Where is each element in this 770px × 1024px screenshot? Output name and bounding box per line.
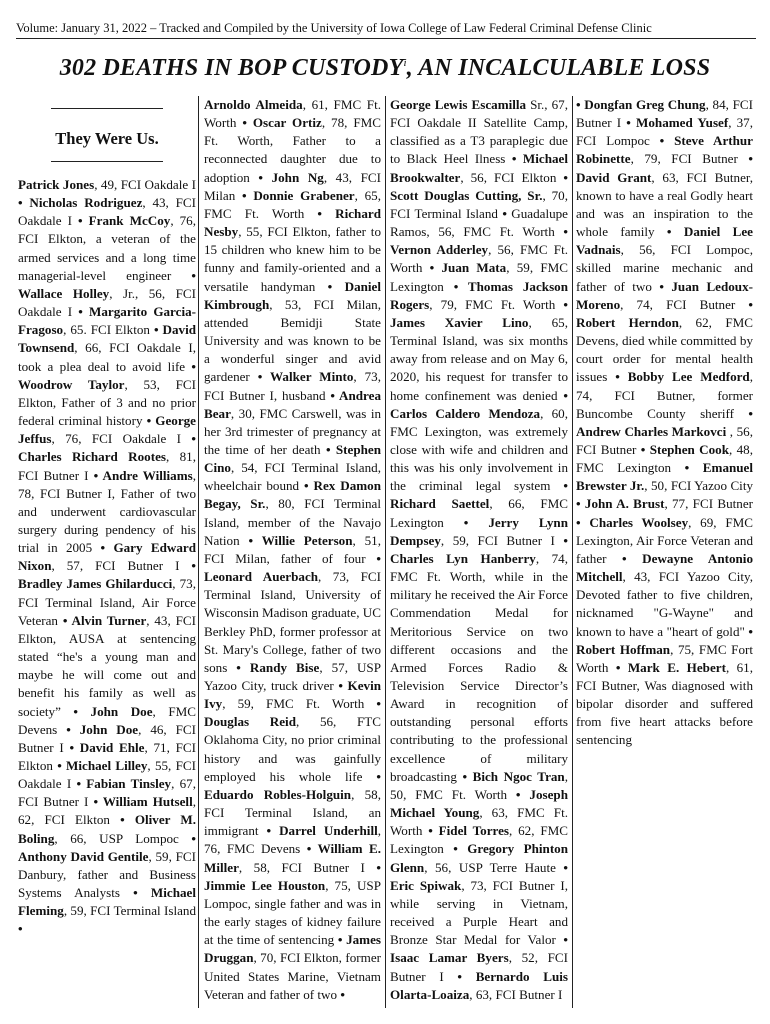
person-name: Daniel Lee Vadnais (576, 224, 753, 258)
person-detail: , 78, FMC Ft. Worth, Father to a reconnected daughter due to adoption (204, 115, 381, 185)
column-text (576, 96, 753, 750)
person-detail: , 57, USP Yazoo City, truck driver (204, 659, 381, 693)
person-entry (390, 406, 568, 494)
person-detail: , 62, FMC Lexington (390, 823, 568, 857)
person-detail: , 50, FCI Yazoo City (644, 478, 753, 494)
person-name: Stephen Cook (649, 441, 729, 457)
person-name: Stephen Cino (204, 441, 381, 476)
person-entry (204, 714, 381, 783)
bullet-separator: • (18, 921, 23, 937)
person-detail: , 30, FMC Carswell, was in her 3rd trimester of pregnancy at the time of her death (204, 405, 381, 457)
bullet-separator: • (497, 205, 512, 221)
bullet-separator: • (576, 514, 590, 530)
bullet-separator: • (636, 441, 650, 457)
person-name: Patrick Jones (18, 177, 95, 192)
person-name: Woodrow Taylor (18, 376, 125, 392)
person-name: Wallace Holley (18, 285, 110, 301)
bullet-separator: • (649, 133, 675, 149)
person-detail: , 59, FCI Danbury, father and Business Systems Analysts (18, 848, 196, 901)
bullet-separator: • (299, 478, 314, 494)
person-detail: , 62, FMC Devens, died while committed by court order for mental health issues (576, 314, 753, 385)
bullet-separator: • (92, 540, 114, 556)
column-4 (576, 96, 753, 1011)
person-detail: , 43, FCI Milan (204, 169, 381, 203)
title-footnote-mark: i (403, 57, 407, 69)
person-name: Dewayne Antonio Mitchell (576, 550, 753, 585)
person-detail: , 81, FCI Butner I (18, 449, 196, 483)
bullet-separator: • (334, 932, 347, 948)
person-name: Willie Peterson (261, 532, 353, 548)
bullet-separator: • (744, 623, 753, 639)
person-name: Charles Woolsey (589, 514, 689, 530)
person-name: John Ng (271, 169, 324, 185)
bullet-separator: • (365, 550, 381, 566)
person-name: Robert Hoffman (576, 641, 671, 657)
person-name: John Doe (79, 721, 139, 737)
bullet-separator: • (621, 115, 637, 131)
bullet-separator: • (181, 431, 196, 447)
bullet-separator: • (606, 550, 643, 566)
heading-rule-bottom (51, 161, 163, 162)
person-detail: , 80, FCI Terminal Island, member of the Navajo Nation (204, 496, 381, 548)
bullet-separator: • (300, 841, 318, 857)
bullet-separator: • (364, 696, 381, 712)
bullet-separator: • (320, 441, 336, 457)
bullet-separator: • (333, 678, 348, 693)
bullet-separator: • (185, 358, 196, 374)
person-detail: , 50, FMC Ft. Worth (390, 768, 568, 802)
person-detail: , 56, FCI Elkton (460, 169, 557, 185)
person-name: James Xavier Lino (390, 314, 529, 330)
person-detail: , 61, FMC Ft. Worth (204, 97, 381, 131)
person-entry (390, 878, 568, 947)
column-divider (572, 96, 573, 1008)
person-name: William Hutsell (102, 794, 193, 810)
person-name: David Ehle (79, 739, 145, 755)
person-detail: , FMC Devens (18, 703, 196, 737)
person-name: Michael Lilley (66, 758, 148, 773)
column-divider (198, 96, 199, 1008)
bullet-separator: • (52, 758, 67, 773)
person-detail: Sr., 67, FCI Oakdale II Satellite Camp, classified as a T3 paraplegic due to Black Heel Ilness (390, 97, 568, 167)
bullet-separator: • (607, 369, 628, 385)
person-detail: , 77, FCI Butner (664, 496, 753, 512)
bullet-separator: • (72, 213, 89, 229)
person-detail: , 57, FCI Butner I (51, 558, 180, 574)
bullet-separator: • (171, 267, 196, 283)
person-name: Anthony David Gentile (18, 848, 149, 864)
person-name: Daniel Kimbrough (204, 278, 381, 312)
person-detail: , 53, FCI Milan, attended Bemidji State University and was known to be a wonderful singer and avid gardener (204, 296, 381, 385)
person-name: Michael Fleming (18, 885, 196, 919)
bullet-separator: • (422, 260, 442, 276)
person-detail: , 70, FCI Elkton, former United States Marine, Vietnam Veteran and father of two (204, 950, 381, 1002)
person-detail: , 76, FCI Oakdale I (51, 431, 182, 447)
person-detail: , 53, FCI Elkton, Father of 3 and no prior federal criminal history (18, 376, 196, 429)
person-name: Charles Richard Rootes (18, 449, 166, 465)
person-detail: , 37, FCI Lompoc (576, 115, 753, 149)
person-name: George Jeffus (18, 413, 196, 447)
person-name: Darrel Underhill (279, 823, 378, 839)
bullet-separator: • (576, 496, 585, 512)
person-name: Douglas Reid (204, 714, 296, 730)
person-name: Eric Spiwak (390, 877, 462, 893)
column-text (390, 96, 568, 1004)
bullet-separator: • (555, 932, 568, 948)
person-name: William E. Miller (204, 841, 381, 875)
person-detail: , 73, FCI Terminal Island, University of Wisconsin Madison graduate, UC Berkley PhD, former professor at St. Mary's College, father of two sons (204, 569, 381, 675)
bullet-separator: • (60, 703, 91, 719)
person-detail: , 43, FCI Oakdale I (18, 195, 196, 229)
person-name: Rex Damon Begay, Sr. (204, 478, 381, 512)
bullet-separator: • (737, 151, 753, 167)
person-name: Fabian Tinsley (86, 776, 172, 792)
person-detail: , 74, FCI Butner, former Buncombe County sheriff (576, 369, 753, 421)
person-name: Richard Saettel (390, 496, 490, 512)
section-heading-block (18, 108, 196, 162)
bullet-separator: • (57, 721, 80, 737)
bullet-separator: • (249, 369, 271, 385)
bullet-separator: • (443, 968, 476, 984)
bullet-separator: • (304, 205, 336, 221)
person-detail: , 56, FTC Oklahoma City, no prior criminal history and was gainfully employed his whole life (204, 714, 381, 784)
person-detail: , 52, FCI Butner I (390, 950, 568, 984)
person-name: Walker Minto (270, 369, 354, 385)
person-entry (390, 315, 568, 403)
person-detail: , 73, FCI Butner I, husband (204, 369, 381, 403)
column-1 (18, 96, 196, 1011)
person-detail: , 58, FCI Butner I (238, 859, 365, 875)
page-title (0, 55, 770, 82)
heading-rule-top (51, 108, 163, 109)
bullet-separator: • (325, 387, 340, 403)
bullet-separator: • (734, 405, 753, 421)
person-detail: , 67, FCI Butner I (18, 776, 196, 810)
person-detail: , 54, FCI Terminal Island, wheelchair bound (204, 460, 381, 494)
person-detail: , 55, FCI Oakdale I (18, 758, 196, 792)
person-name: Oliver M. Boling (18, 812, 196, 846)
person-name: Juan Mata (441, 260, 507, 276)
person-name: Robert Herndon (576, 314, 679, 330)
person-name: Juan Ledoux-Moreno (576, 278, 753, 312)
bullet-separator: • (227, 659, 250, 675)
person-name: Gregory Phinton Glenn (390, 841, 568, 875)
bullet-separator: • (654, 224, 684, 240)
person-detail: , 76, FCI Elkton, a veteran of the armed services and a long time managerial-level engineer (18, 213, 196, 283)
person-name: Margarito Garcia-Fragoso (18, 304, 196, 338)
person-detail: , 84, FCI Butner I (576, 97, 753, 131)
person-name: Charles Lyn Hanberry (390, 550, 536, 566)
bullet-separator: • (505, 151, 523, 167)
person-name: Andrea Bear (204, 387, 381, 421)
column-divider (385, 96, 386, 1008)
title-suffix: , AN INCALCULABLE LOSS (406, 55, 711, 81)
person-detail: , 59, FCI Terminal Island (63, 903, 196, 919)
person-name: Mark E. Hebert (627, 659, 726, 675)
person-entry (585, 496, 753, 511)
bullet-separator: • (608, 659, 628, 675)
person-name: Isaac Lamar Byers (390, 950, 509, 966)
bullet-separator: • (239, 532, 262, 548)
person-name: Fidel Torres (438, 823, 510, 839)
person-entry (390, 551, 568, 784)
person-detail: , 66, USP Lompoc (54, 830, 179, 846)
person-name: Emanuel Brewster Jr. (576, 460, 753, 494)
person-name: Thomas Jackson Rogers (390, 278, 568, 312)
bullet-separator: • (315, 278, 345, 294)
bullet-separator: • (555, 296, 568, 312)
person-name: Nicholas Rodriguez (29, 195, 143, 211)
person-name: Eduardo Robles-Holguin (204, 786, 352, 802)
person-detail: , 74, FCI Butner (620, 296, 736, 312)
bullet-separator: • (88, 467, 103, 483)
person-detail: , 60, FMC Lexington, was extremely close with wife and children and this was his only involvement in the criminal legal system (390, 405, 568, 494)
person-detail: , 59, FMC Ft. Worth (222, 696, 365, 712)
person-name: Donnie Grabener (253, 187, 355, 203)
column-2 (204, 96, 381, 1011)
column-3 (390, 96, 568, 1011)
bullet-separator: • (71, 776, 87, 792)
person-name: Carlos Caldero Mendoza (390, 405, 541, 421)
bullet-separator: • (557, 387, 568, 403)
person-detail: Guadalupe Ramos, 56, FMC Ft. Worth (390, 205, 568, 240)
person-detail: , 63, FCI Butner I (469, 986, 563, 1002)
person-name: Dongfan Greg Chung (584, 97, 706, 112)
person-detail: , 63, FMC Ft. Worth (390, 805, 568, 839)
person-detail: , 66, FCI Oakdale I, took a plea deal to avoid life (18, 340, 196, 374)
bullet-separator: • (556, 169, 568, 185)
bullet-separator: • (443, 841, 468, 857)
bullet-separator: • (456, 768, 473, 784)
person-detail: , 65, FMC Ft. Worth (204, 187, 381, 221)
person-detail: , 79, FCI Butner (630, 151, 738, 167)
title-main: 302 DEATHS IN BOP CUSTODY (59, 55, 404, 81)
bullet-separator: • (550, 478, 568, 494)
bullet-separator: • (554, 532, 568, 548)
person-detail: , 56, FMC Ft. Worth (390, 242, 568, 276)
column-text (204, 96, 381, 1004)
bullet-separator: • (422, 823, 439, 839)
person-name: Randy Bise (249, 659, 320, 675)
person-detail: , 79, FMC Ft. Worth (429, 296, 556, 312)
section-heading: They Were Us. (55, 129, 159, 148)
person-detail: , 78, FCI Butner I, Father of two and underwent cardiovascular surgery during pendency of his trial in 2005 (18, 467, 196, 556)
bullet-separator: • (57, 612, 72, 628)
person-name: Mohamed Yusef (636, 115, 729, 131)
person-detail: , 61, FCI Butner, Was diagnosed with bipolar disorder and suffered from five heart attacks before sentencing (576, 659, 753, 748)
person-name: Kevin Ivy (204, 678, 381, 712)
bullet-separator: • (555, 859, 568, 875)
bullet-separator: • (507, 786, 530, 802)
person-detail: , 56, FCI Butner (576, 423, 753, 457)
person-name: Bobby Lee Medford (627, 369, 750, 385)
person-detail: , 65. FCI Elkton (63, 322, 150, 338)
bullet-separator: • (109, 812, 135, 828)
column-text (18, 176, 196, 939)
person-name: John Doe (90, 703, 153, 719)
person-name: David Townsend (18, 322, 196, 356)
bullet-separator: • (72, 304, 90, 320)
bullet-separator: • (337, 986, 345, 1002)
person-name: Bich Ngoc Tran (472, 768, 565, 784)
person-name: Gary Edward Nixon (18, 540, 196, 574)
bullet-separator: • (443, 278, 468, 294)
person-name: Vernon Adderley (390, 242, 489, 258)
person-name: Alvin Turner (71, 612, 147, 628)
person-name: Jimmie Lee Houston (204, 877, 326, 893)
person-name: Steve Arthur Robinette (576, 133, 753, 167)
person-name: Andrew Charles Markovci (576, 423, 727, 439)
person-detail: , 74, FMC Ft. Worth, while in the military he received the Air Force Commendation Medal for Meritorious Service on two different occasions and the Armed Forces Radio & Television Service Director’s Award in recognition of outstanding personal efforts contributing to the professional excellence of military broadcasting (390, 550, 568, 784)
bullet-separator: • (18, 195, 30, 211)
person-name: Andre Williams (102, 467, 193, 483)
bullet-separator: • (236, 115, 253, 131)
person-detail: , 66, FMC Lexington (390, 496, 568, 530)
person-detail: , 48, FMC Lexington (576, 441, 753, 476)
person-name: Arnoldo Almeida (204, 97, 303, 112)
bullet-separator: • (142, 413, 156, 429)
person-detail: , 43, FCI Elkton, AUSA at sentencing stated “he's a young man and maybe he will come out and benefit his family as well as society” (18, 612, 196, 719)
person-detail: , 75, USP Lompoc, single father and was in the early stages of kidney failure at the time of sentencing (204, 877, 381, 948)
person-name: Joseph Michael Young (390, 786, 568, 821)
volume-header: Volume: January 31, 2022 – Tracked and Compiled by the University of Iowa College of Law Federal Criminal Defense Clinic (16, 20, 756, 39)
person-name: David Grant (576, 169, 652, 185)
bullet-separator: • (63, 739, 80, 755)
person-name: James Druggan (204, 932, 381, 966)
bullet-separator: • (235, 187, 254, 203)
person-name: Jerry Lynn Dempsey (390, 514, 568, 548)
person-detail: , 43, FCI Yazoo City, Devoted father to five children, nicknamed "G-Wayne" and known to have a "heart of gold" (576, 569, 753, 639)
bullet-separator: • (671, 460, 703, 476)
bullet-separator: • (119, 885, 151, 901)
person-detail: , 58, FCI Terminal Island, an immigrant (204, 786, 381, 839)
person-detail: , 55, FCI Elkton, father to 15 children who knew him to be funny and family-oriented and a versatile handyman (204, 224, 381, 294)
bullet-separator: • (88, 794, 103, 810)
person-name: George Lewis Escamilla (390, 97, 527, 112)
person-detail: , 76, FMC Devens (204, 823, 381, 857)
bullet-separator: • (258, 823, 280, 839)
person-name: Oscar Ortiz (252, 115, 322, 131)
person-detail: , 69, FMC Lexington, Air Force Veteran and father (576, 514, 753, 566)
person-detail: , 73, FCI Butner I, while serving in Vietnam, received a Purple Heart and Bronze Star Medal for Valor (390, 877, 568, 948)
person-name: Richard Nesby (204, 205, 381, 240)
person-detail: , 49, FCI Oakdale I (94, 177, 196, 192)
person-detail: , 73, FCI Terminal Island, Air Force Veteran (18, 576, 196, 628)
person-name: Bernardo Luis Olarta-Loaiza (390, 968, 568, 1002)
bullet-separator: • (735, 296, 753, 312)
person-detail: , 65, Terminal Island, was six months away from release and on May 6, 2020, his request for transfer to home confinement was denied (390, 314, 568, 403)
bullet-separator: • (554, 224, 568, 240)
person-name: Michael Brookwalter (390, 151, 568, 185)
person-detail: , 56, USP Terre Haute (424, 859, 556, 875)
person-name: Bradley James Ghilarducci (18, 576, 173, 592)
bullet-separator: • (149, 322, 163, 338)
person-detail: , 71, FCI Elkton (18, 739, 196, 773)
person-detail: , 51, FCI Milan, father of four (204, 532, 381, 566)
person-detail: , 70, FCI Terminal Island (390, 187, 568, 221)
bullet-separator: • (443, 514, 489, 530)
bullet-separator: • (576, 97, 585, 112)
person-name: Leonard Auerbach (204, 569, 319, 585)
person-detail: , 59, FCI Butner I (440, 532, 555, 548)
person-detail: , 63, FCI Butner, known to have a real Godly heart and was an inspiration to the whole family (576, 169, 753, 240)
bullet-separator: • (249, 169, 272, 185)
bullet-separator: • (364, 859, 381, 875)
person-detail: , 59, FMC Lexington (390, 260, 568, 294)
bullet-separator: • (178, 830, 196, 846)
person-name: Scott Douglas Cutting, Sr. (390, 187, 543, 203)
person-name: Frank McCoy (88, 213, 171, 229)
bullet-separator: • (651, 278, 672, 294)
bullet-separator: • (179, 558, 196, 574)
person-detail: , 62, FCI Elkton (18, 794, 196, 828)
bullet-separator: • (362, 768, 381, 784)
person-entry (18, 177, 196, 192)
person-detail: , Jr., 56, FCI Oakdale I (18, 285, 196, 320)
person-name: John A. Brust (584, 496, 665, 512)
person-detail: , 46, FCI Butner I (18, 721, 196, 755)
person-detail: , 75, FMC Fort Worth (576, 641, 753, 675)
person-detail: , 56, FCI Lompoc, skilled marine mechanic and father of two (576, 242, 753, 294)
